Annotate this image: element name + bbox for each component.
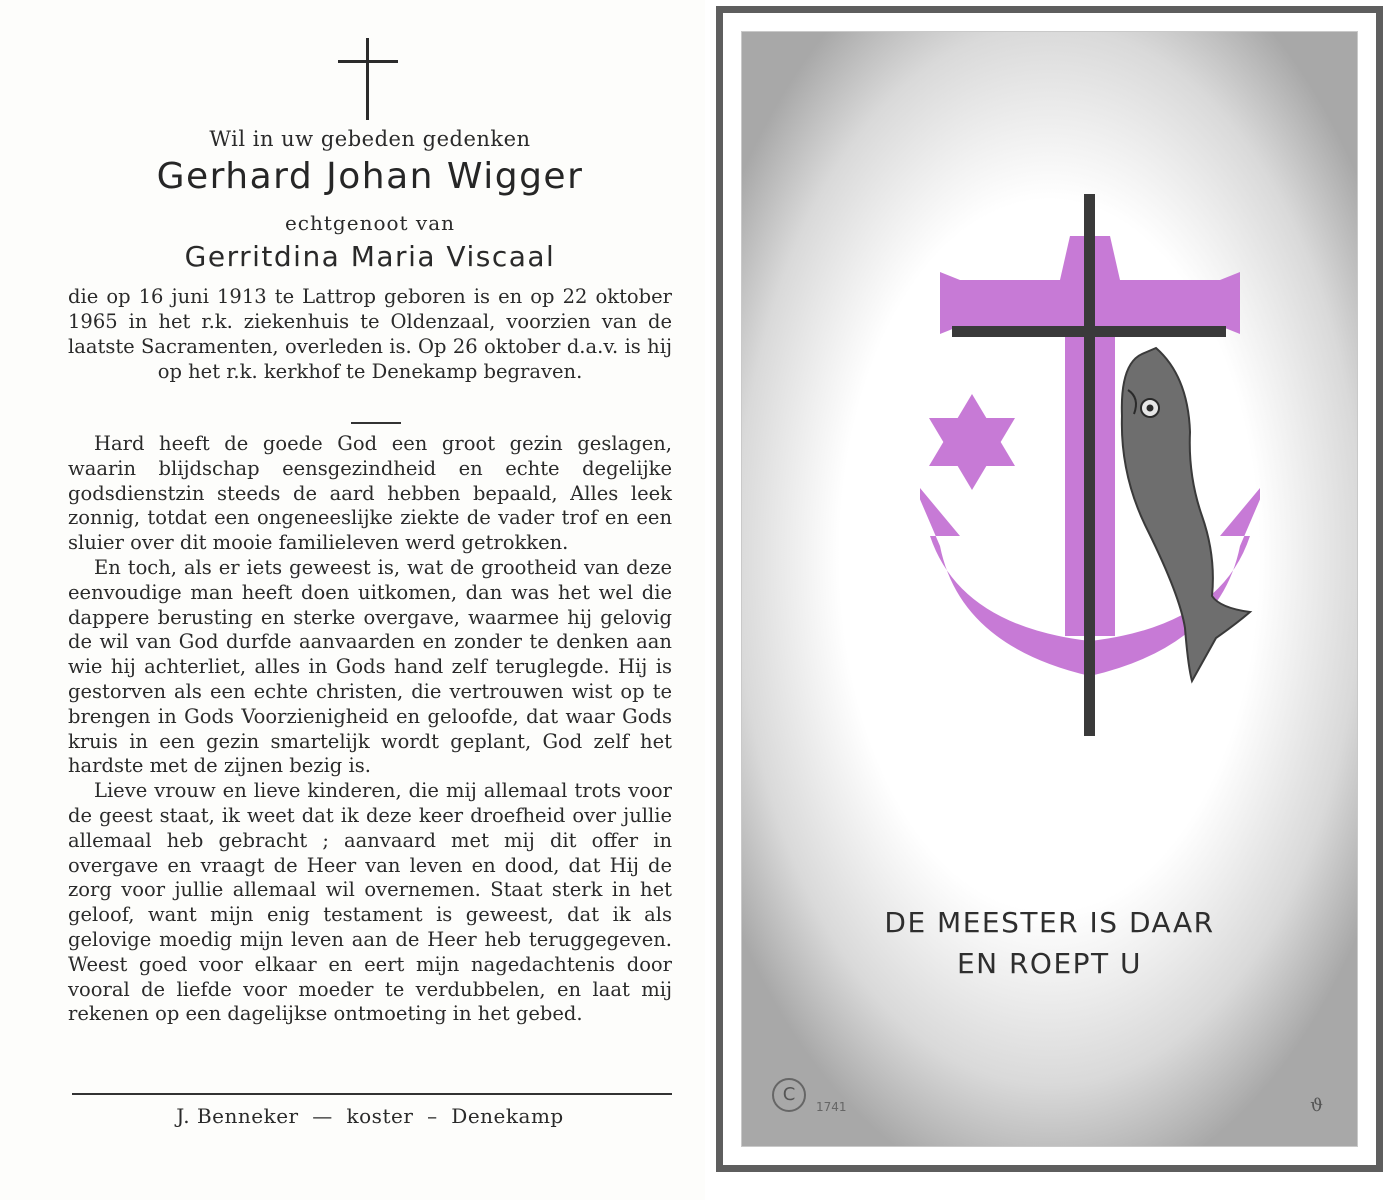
cross-icon [338,38,398,120]
motto [742,902,1357,984]
paragraph: En toch, als er iets geweest is, wat de grootheid van deze eenvoudige man heeft doen uitkomen, dan was het wel die dappere berusting en sterke overgave, waarmee hij gelovig de wil van God durfde aanvaarden en zonder te denken aan wie hij achterliet, alles in Gods hand zelf teruglegde. Hij is gestorven als een echte christen, die vertrouwen wist op te brengen in Gods Voorzienigheid en geloofde, dat waar Gods kruis in een gezin smartelijk wordt geplant, God zelf het hardste met de zijnen bezig is. [68,555,672,778]
memorial-body [68,432,672,1027]
motto-line: DE MEESTER IS DAAR [884,906,1215,939]
spouse-label: echtgenoot van [284,211,456,235]
deceased-name: Gerhard Johan Wigger [156,156,584,197]
divider-short [351,422,401,424]
publisher-mark: C [772,1078,806,1112]
fish-icon [1122,348,1250,681]
spouse-name: Gerritdina Maria Viscaal [184,240,556,273]
memorial-image-page [716,6,1383,1172]
motto-line: EN ROEPT U [956,947,1143,980]
artist-monogram: ϑ [1310,1095,1323,1116]
paragraph: Lieve vrouw en lieve kinderen, die mij allemaal trots voor de geest staat, ik weet dat ik deze keer droefheid over jullie allemaal heb gebracht ; aanvaard met mij dit offer in overgave en vraagt de Heer van leven en dood, dat Hij de zorg voor jullie allemaal wil overnemen. Staat sterk in het geloof, want mijn enig testament is geweest, dat ik als gelovige moedig mijn leven aan de Heer heb teruggegeven. Weest goed voor elkaar en eert mijn nagedachtenis door vooral de liefde voor moeder te verdubbelen, en laat mij rekenen op een dagelijkse ontmoeting in het gebed. [68,779,672,1026]
star-of-david-icon [929,394,1015,490]
anchor-emblem [920,176,1260,736]
image-panel [741,31,1358,1147]
card-number: 1741 [816,1100,847,1114]
biography: die op 16 juni 1913 te Lattrop geboren is en op 22 oktober 1965 in het r.k. ziekenhuis te Oldenzaal, voorzien van de laatste Sacramenten, overleden is. Op 26 oktober d.a.v. is hij op het r.k. kerkhof te Denekamp begraven. [68,285,672,383]
divider-long [72,1093,672,1095]
printer-footer: J. Benneker — koster – Denekamp [176,1104,564,1128]
paragraph: Hard heeft de goede God een groot gezin geslagen, waarin blijdschap eensgezindheid en echte degelijke godsdienstzin steeds de aard hebben bepaald, Alles leek zonnig, totdat een ongeneeslijke ziekte de vader trof en een sluier over dit mooie familieleven werd getrokken. [68,432,672,555]
prayer-intro: Wil in uw gebeden gedenken [209,127,531,151]
